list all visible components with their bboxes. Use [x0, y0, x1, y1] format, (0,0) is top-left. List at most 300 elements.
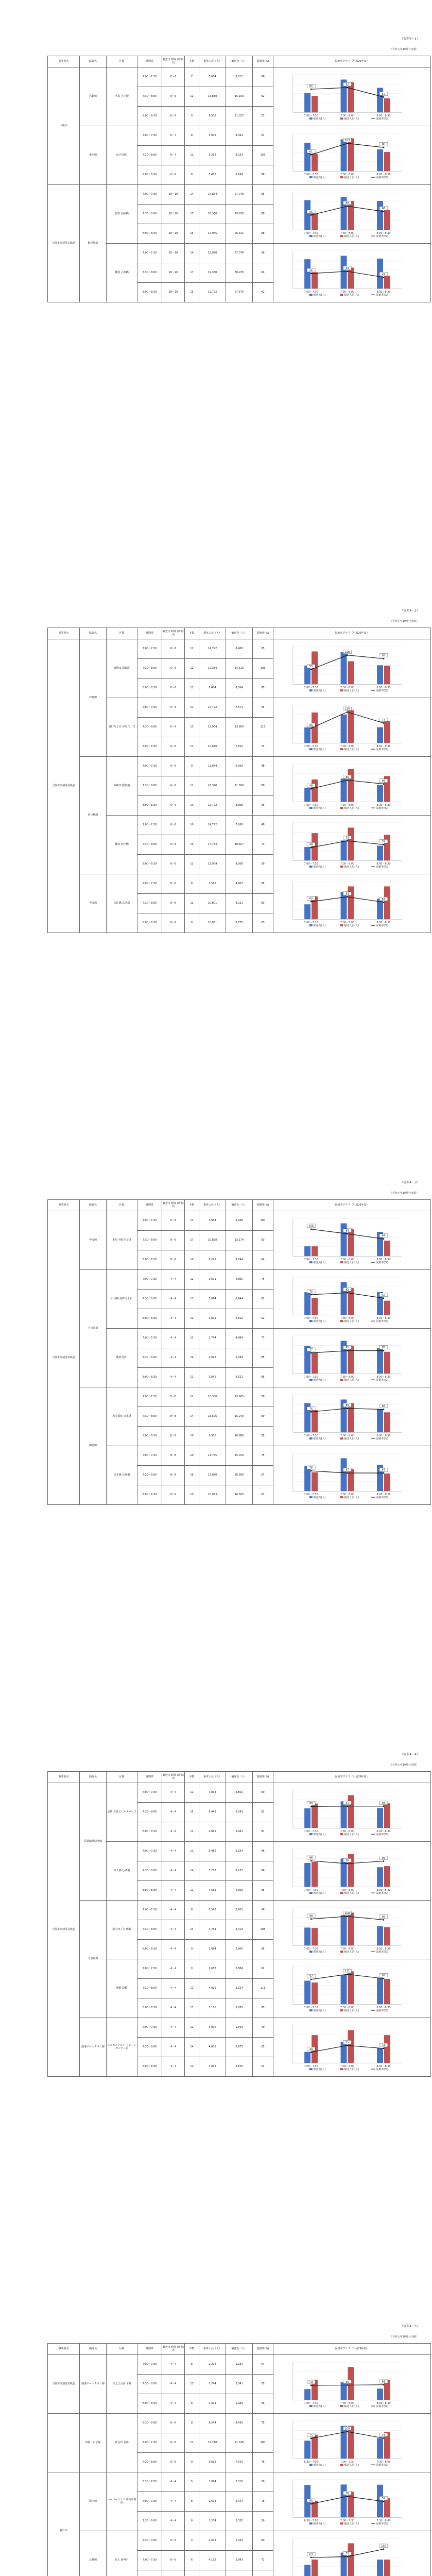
car-count: 4～4	[162, 1959, 185, 1979]
rate-line	[311, 2045, 384, 2052]
legend-capacity: 輸送力(人)	[313, 2009, 326, 2013]
legend-capacity: 輸送力(人)	[313, 1496, 326, 1500]
rate-point	[310, 1411, 312, 1413]
rate-label: 81	[345, 1802, 349, 1805]
legend-capacity-swatch	[309, 2009, 313, 2011]
congestion-table	[47, 56, 431, 302]
congestion-rate: 55	[253, 2375, 273, 2394]
congestion-graph	[273, 874, 431, 933]
rate-label: 64	[382, 1234, 386, 1238]
run-count: 8	[185, 2355, 199, 2375]
column-header: 混雑率(%)	[253, 56, 273, 67]
passenger-count: 5,436	[199, 165, 226, 185]
car-count: 6～7	[162, 126, 185, 146]
capacity-bar	[304, 2441, 310, 2459]
rate-label: 72	[345, 2552, 349, 2556]
legend-passenger-swatch	[340, 2522, 343, 2524]
x-tick-label: 7:00～7:30	[304, 1889, 318, 1892]
capacity-bar	[377, 2048, 383, 2063]
column-header: 路線名	[80, 1772, 107, 1783]
passenger-count: 13,888	[199, 87, 226, 107]
congestion-chart	[273, 2414, 430, 2472]
rate-point	[347, 2496, 348, 2497]
congestion-rate: 42	[253, 283, 273, 302]
legend-passengers: 輸送人員(人)	[344, 2522, 359, 2526]
line-name: 堺筋線	[80, 1387, 107, 1505]
section-name: 新長田 長田	[107, 2414, 137, 2472]
congestion-graph	[273, 1387, 431, 1446]
run-count: 13	[185, 1290, 199, 1309]
rate-point	[310, 214, 312, 216]
passenger-count: 17,965	[199, 224, 226, 244]
legend-capacity-swatch	[309, 1437, 313, 1439]
car-count: 4～4	[162, 1368, 185, 1387]
x-tick-label: 7:00～7:30	[304, 1317, 318, 1320]
line-name: 四つ橋線	[80, 757, 107, 874]
x-tick-label: 7:00～7:30	[304, 686, 318, 690]
rate-point	[347, 840, 348, 842]
column-header: 混雑率グラフ（平成29年度）	[273, 2344, 431, 2355]
run-count: 14	[185, 185, 199, 205]
congestion-table	[47, 2343, 431, 2576]
rate-point	[347, 2384, 348, 2386]
congestion-graph	[273, 816, 431, 874]
car-count: 6～6	[162, 737, 185, 757]
passenger-count: 3,905	[199, 2057, 226, 2077]
congestion-rate: 88	[253, 165, 273, 185]
run-count: 12	[185, 1783, 199, 1803]
congestion-rate: 92	[253, 1959, 273, 1979]
rate-point	[383, 1860, 385, 1862]
car-count: 4～4	[162, 2018, 185, 2038]
capacity-count: 8,811	[226, 67, 253, 87]
page-caption: （令和元年10月分実績）	[389, 48, 419, 51]
section-name: ハーバーランド 中央市場前	[107, 2472, 137, 2531]
capacity-count: 8,064	[226, 126, 253, 146]
column-header: 乗車人員（人）	[199, 2344, 226, 2355]
capacity-bar	[341, 1858, 347, 1887]
page-caption: （令和元年10月分実績）	[389, 2335, 419, 2338]
rate-point	[383, 96, 385, 98]
congestion-chart	[273, 1387, 430, 1446]
capacity-bar	[377, 1409, 383, 1433]
capacity-count: 13,605	[226, 1387, 253, 1407]
capacity-count: 13,800	[226, 718, 253, 737]
legend-rate: 混雑率(%)	[376, 235, 388, 239]
rate-point	[383, 1919, 385, 1921]
column-header: 輸送力（人）	[226, 628, 253, 639]
line-name: 長堀鶴見緑地線	[80, 1783, 107, 1901]
legend-passenger-swatch	[340, 1379, 343, 1381]
x-tick-label: 8:00～8:30	[376, 2006, 391, 2010]
congestion-rate: 85	[253, 1368, 273, 1387]
congestion-rate: 55	[253, 639, 273, 659]
passenger-bar	[384, 1352, 390, 1374]
car-count: 10～10	[162, 244, 185, 263]
passenger-count: 10,650	[199, 737, 226, 757]
operator-name	[48, 2414, 80, 2472]
rate-point	[347, 1350, 348, 1351]
capacity-count: 20,580	[226, 1466, 253, 1485]
run-count: 8	[185, 2414, 199, 2433]
congestion-chart	[273, 126, 430, 184]
passenger-count: 3,744	[199, 2375, 226, 2394]
legend-passengers: 輸送人員(人)	[344, 2009, 359, 2013]
congestion-chart	[273, 1446, 430, 1504]
passenger-count: 9,612	[199, 2453, 226, 2472]
page-caption: （令和元年10月分実績）	[389, 1192, 419, 1195]
time-slot: 8:00～8:30	[137, 224, 162, 244]
rate-label: 57	[382, 92, 386, 96]
capacity-bar	[304, 2565, 310, 2576]
legend-rate: 混雑率(%)	[376, 176, 388, 180]
run-count: 8	[185, 913, 199, 933]
capacity-bar	[304, 259, 310, 289]
rate-point	[347, 2045, 348, 2046]
rate-point	[383, 2048, 385, 2049]
section-name: 恵美須町 日本橋	[107, 1387, 137, 1446]
section-name: 名鉄 大正駅	[107, 67, 137, 126]
run-count: 17	[185, 263, 199, 283]
capacity-count: 8,308	[226, 796, 253, 816]
passenger-bar	[384, 1803, 390, 1828]
legend-capacity: 輸送力(人)	[313, 748, 326, 752]
column-header: 時間帯	[137, 2344, 162, 2355]
car-count: 6～6	[162, 776, 185, 796]
congestion-graph	[273, 2414, 431, 2472]
legend-passenger-swatch	[340, 748, 343, 750]
car-count: 10～10	[162, 283, 185, 302]
passenger-count: 10,300	[199, 1387, 226, 1407]
capacity-bar	[304, 2052, 310, 2063]
congestion-rate: 83	[253, 1231, 273, 1250]
table-row	[48, 2018, 431, 2038]
congestion-chart	[273, 757, 430, 815]
rate-label: 64	[345, 267, 349, 270]
legend-rate: 混雑率(%)	[376, 689, 388, 693]
legend-passenger-swatch	[340, 807, 343, 809]
capacity-bar	[341, 1915, 347, 1945]
legend-capacity: 輸送力(人)	[313, 924, 326, 928]
capacity-count: 3,624	[226, 1979, 253, 1998]
congestion-chart	[273, 2531, 430, 2576]
capacity-count: 2,601	[226, 1901, 253, 1920]
x-tick-label: 7:30～8:00	[340, 745, 355, 749]
passenger-bar	[312, 96, 318, 112]
rate-point	[310, 901, 312, 903]
run-count: 12	[185, 894, 199, 913]
section-name: 日本橋 谷町九丁目	[107, 1270, 137, 1329]
time-slot: 7:30～8:00	[137, 1466, 162, 1485]
x-tick-label: 7:30～8:00	[340, 862, 355, 866]
passenger-count: 2,071	[199, 2531, 226, 2551]
passenger-bar	[348, 1346, 354, 1374]
column-header: 路線名	[80, 628, 107, 639]
run-count: 11	[185, 2433, 199, 2453]
congestion-graph	[273, 185, 431, 244]
capacity-count: 6,944	[226, 1290, 253, 1309]
car-count: 6～6	[162, 796, 185, 816]
operator-name: 大阪市高速電気軌道	[48, 185, 80, 302]
passenger-count: 14,792	[199, 698, 226, 718]
x-tick-label: 7:30～8:00	[340, 1947, 355, 1951]
rate-label: 67	[382, 1468, 386, 1472]
rate-label: 98	[309, 1914, 313, 1918]
congestion-rate: 65	[253, 874, 273, 894]
car-count: 4～4	[162, 2472, 185, 2492]
legend-passenger-swatch	[340, 235, 343, 237]
x-tick-label: 7:30～8:00	[340, 114, 355, 118]
congestion-chart	[273, 639, 430, 698]
column-header: 時間帯	[137, 56, 162, 67]
passenger-count: 2,304	[199, 2355, 226, 2375]
run-count: 5	[185, 2472, 199, 2492]
run-count: 8	[185, 2394, 199, 2414]
rate-point	[383, 2384, 385, 2386]
time-slot: 8:00～8:30	[137, 1309, 162, 1329]
rate-point	[347, 711, 348, 713]
rate-line	[311, 1974, 384, 1979]
car-count: 8～8	[162, 1387, 185, 1407]
rate-label: 42	[382, 273, 386, 276]
x-tick-label: 7:00～7:30	[304, 2402, 318, 2405]
column-header: 混雑率(%)	[253, 2344, 273, 2355]
capacity-count: 11,748	[226, 2433, 253, 2453]
column-header: 混雑率(%)	[253, 1200, 273, 1211]
table-row	[48, 1783, 431, 1803]
column-header: 区間	[107, 2344, 137, 2355]
time-slot: 7:30～8:00	[137, 1979, 162, 1998]
legend-passenger-swatch	[340, 1261, 343, 1263]
passenger-count: 13,880	[199, 1466, 226, 1485]
column-header: 調査日 時間 (時間:分)	[162, 56, 185, 67]
rate-point	[310, 669, 312, 670]
capacity-count: 4,864	[226, 1329, 253, 1348]
passenger-count: 5,664	[199, 1290, 226, 1309]
legend-capacity: 輸送力(人)	[313, 235, 326, 239]
congestion-rate: 55	[253, 185, 273, 205]
table-row	[48, 2472, 431, 2492]
rate-label: 95	[382, 1857, 386, 1860]
passenger-bar	[384, 152, 390, 171]
operator-name: 大阪市高速電気軌道	[48, 639, 80, 933]
congestion-graph	[273, 1959, 431, 2018]
congestion-rate: 86	[253, 1861, 273, 1881]
capacity-count: 4,309	[226, 1881, 253, 1901]
car-count: 4～4	[162, 1998, 185, 2018]
capacity-bar	[304, 200, 310, 230]
car-count: 4～4	[162, 2492, 185, 2512]
legend-capacity-swatch	[309, 2068, 313, 2070]
document-page	[0, 1144, 432, 1710]
section-name: 東梅田 南森町	[107, 639, 137, 698]
page-caption: （令和元年10月分実績）	[389, 1764, 419, 1767]
rate-label: 67	[345, 1468, 349, 1472]
passenger-count: 4,928	[199, 1348, 226, 1368]
table-row	[48, 639, 431, 659]
legend-capacity-swatch	[309, 2405, 313, 2407]
passenger-count: 4,026	[199, 1979, 226, 1998]
run-count: 12	[185, 146, 199, 165]
legend-capacity: 輸送力(人)	[313, 866, 326, 869]
run-count: 13	[185, 1485, 199, 1505]
legend-rate: 混雑率(%)	[376, 2068, 388, 2072]
legend-capacity-swatch	[309, 689, 313, 691]
run-count: 13	[185, 718, 199, 737]
legend-capacity-swatch	[309, 1951, 313, 1953]
passenger-bar	[384, 2035, 390, 2063]
table-row	[48, 1901, 431, 1920]
capacity-count: 3,861	[226, 1783, 253, 1803]
time-slot: 7:00～7:30	[137, 2433, 162, 2453]
car-count: 4～4	[162, 2057, 185, 2077]
rate-line	[311, 655, 384, 670]
passenger-count: 14,792	[199, 639, 226, 659]
x-tick-label: 7:00～7:30	[304, 232, 318, 235]
capacity-count: 4,907	[226, 874, 253, 894]
run-count: 14	[185, 1861, 199, 1881]
time-slot: 7:30～8:00	[137, 1290, 162, 1309]
line-name: 南港ポートタウン線	[80, 2018, 107, 2077]
run-count: 12	[185, 1309, 199, 1329]
congestion-rate: 54	[253, 2355, 273, 2375]
rate-point	[347, 1916, 348, 1917]
passenger-bar	[384, 2498, 390, 2518]
x-tick-label: 7:30～8:00	[340, 921, 355, 925]
passenger-count: 15,904	[199, 718, 226, 737]
congestion-rate: 56	[253, 2394, 273, 2414]
run-count: 13	[185, 2375, 199, 2394]
time-slot: 7:00～7:30	[137, 1387, 162, 1407]
rate-line	[311, 206, 384, 215]
x-tick-label: 7:00～7:30	[304, 291, 318, 294]
capacity-count: 10,886	[226, 1427, 253, 1446]
rate-line	[311, 88, 384, 97]
passenger-count: 10,801	[199, 894, 226, 913]
time-slot: 8:00～8:30	[137, 107, 162, 126]
congestion-graph	[273, 1842, 431, 1901]
table-row	[48, 757, 431, 776]
rate-point	[347, 1863, 348, 1865]
table-row	[48, 1270, 431, 1290]
time-slot: 7:00～7:30	[137, 126, 162, 146]
table-header-row	[48, 1200, 431, 1211]
run-count: 10	[185, 816, 199, 835]
congestion-rate: 66	[253, 796, 273, 816]
car-count: 4～4	[162, 2375, 185, 2394]
rate-label: 86	[309, 84, 313, 88]
congestion-rate: 67	[253, 1485, 273, 1505]
car-count: 4～4	[162, 2355, 185, 2375]
congestion-table	[47, 1199, 431, 1505]
legend-capacity-swatch	[309, 1496, 313, 1498]
time-slot	[137, 2570, 162, 2576]
time-slot: 8:00～8:30	[137, 1368, 162, 1387]
legend-capacity: 輸送力(人)	[313, 294, 326, 297]
run-count: 11	[185, 1842, 199, 1861]
run-count: 12	[185, 1822, 199, 1842]
time-slot: 7:00～7:30	[137, 2355, 162, 2375]
capacity-count: 10,827	[226, 835, 253, 855]
rate-label: 55	[309, 210, 313, 214]
rate-point	[310, 1294, 312, 1296]
legend-passenger-swatch	[340, 117, 343, 120]
legend-capacity: 輸送力(人)	[313, 176, 326, 180]
passenger-count: 13,904	[199, 855, 226, 874]
passenger-bar	[384, 1301, 390, 1315]
capacity-bar	[377, 1978, 383, 2005]
capacity-count	[226, 2570, 253, 2576]
run-count: 11	[185, 737, 199, 757]
rate-label: 88	[382, 143, 386, 146]
passenger-count: 6,443	[199, 1803, 226, 1822]
rate-label: 59	[382, 2497, 386, 2500]
car-count: 10～10	[162, 205, 185, 224]
capacity-count: 26,311	[226, 224, 253, 244]
passenger-count: 2,664	[199, 1940, 226, 1959]
congestion-rate: 76	[253, 2453, 273, 2472]
rate-label: 75	[309, 1466, 313, 1470]
capacity-count: 2,044	[226, 2492, 253, 2512]
congestion-rate: 108	[253, 1920, 273, 1940]
x-tick-label: 7:30～8:00	[340, 1493, 355, 1497]
table-row	[48, 874, 431, 894]
rate-line	[311, 2432, 384, 2438]
run-count: 10	[185, 796, 199, 816]
rate-label: 75	[309, 2434, 313, 2437]
legend-passenger-swatch	[340, 2068, 343, 2070]
capacity-bar	[377, 149, 383, 171]
rate-label: 65	[345, 2041, 349, 2044]
legend-rate: 混雑率(%)	[376, 2522, 388, 2526]
congestion-graph	[273, 639, 431, 698]
rate-label: 55	[345, 2380, 349, 2384]
passenger-bar	[384, 2560, 390, 2576]
time-slot: 7:00～7:30	[137, 244, 162, 263]
capacity-bar	[304, 847, 310, 860]
run-count: 6	[185, 2512, 199, 2531]
congestion-graph	[273, 1211, 431, 1270]
document-page	[0, 2287, 432, 2576]
x-tick-label: 7:30～8:00	[340, 1317, 355, 1320]
car-count: 4～4	[162, 2038, 185, 2057]
passenger-count: 1,594	[199, 2492, 226, 2512]
legend-rate: 混雑率(%)	[376, 1437, 388, 1441]
rate-point	[347, 143, 348, 144]
capacity-bar	[377, 665, 383, 684]
rate-point	[310, 2438, 312, 2439]
table-row	[48, 2414, 431, 2433]
x-tick-label: 7:00～7:30	[304, 745, 318, 749]
rate-label: 95	[382, 1974, 386, 1977]
passenger-bar	[348, 1288, 354, 1315]
congestion-rate: 56	[253, 244, 273, 263]
section-name: 住之江公園 平林	[107, 2355, 137, 2414]
capacity-bar	[377, 1926, 383, 1945]
capacity-count: 9,744	[226, 1250, 253, 1270]
table-row	[48, 185, 431, 205]
column-header: 乗車人員（人）	[199, 56, 226, 67]
x-tick-label: 7:00～7:30	[304, 804, 318, 807]
x-tick-label: 6:30～7:00	[304, 2461, 318, 2464]
congestion-rate: 50	[253, 2472, 273, 2492]
passenger-bar	[348, 1971, 354, 2004]
congestion-rate: 98	[253, 1901, 273, 1920]
run-count: 12	[185, 639, 199, 659]
rate-label: 100	[308, 1225, 314, 1228]
run-count: 12	[185, 776, 199, 796]
capacity-bar	[304, 1927, 310, 1945]
